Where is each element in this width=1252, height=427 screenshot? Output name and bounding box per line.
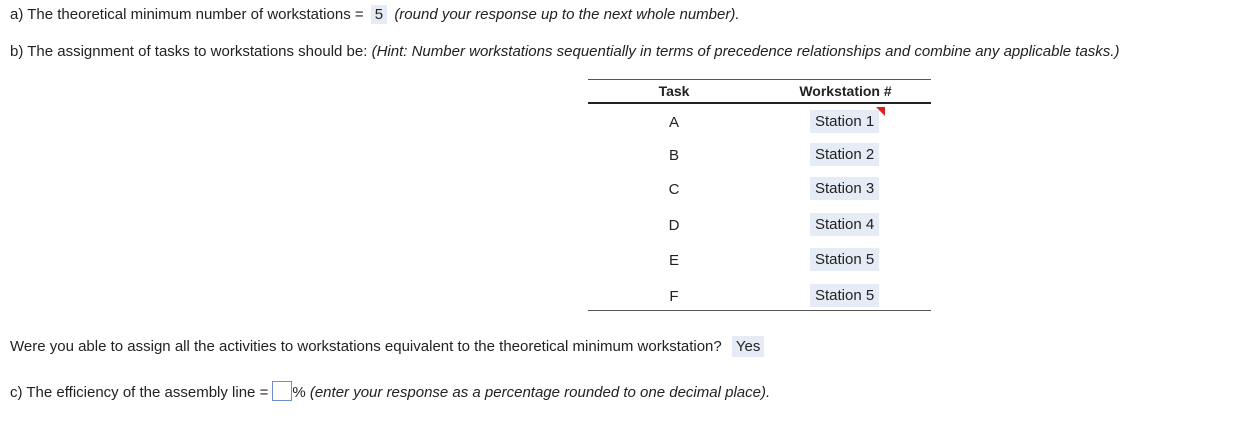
table-row (588, 284, 931, 308)
table-row (588, 213, 931, 237)
workstation-value: Station 2 (815, 146, 875, 163)
question-answer-dropdown[interactable]: Yes (732, 336, 764, 357)
workstation-dropdown[interactable] (810, 248, 879, 271)
table-header-row (588, 81, 931, 101)
header-workstation: Workstation # (799, 83, 892, 99)
table-bottom-border (588, 310, 931, 311)
workstation-value: Station 3 (815, 180, 875, 197)
workstation-value: Station 1 (815, 113, 875, 130)
table-row (588, 143, 931, 167)
question-line (10, 336, 767, 357)
part-a-prefix: a) The theoretical minimum number of workstations = (10, 6, 364, 23)
header-task: Task (658, 83, 690, 99)
percent-sign: % (292, 384, 306, 401)
workstation-value: Station 4 (815, 216, 875, 233)
table-header-divider (588, 102, 931, 104)
table-top-border (588, 79, 931, 80)
workstation-dropdown[interactable] (810, 284, 879, 307)
workstation-value: Station 5 (815, 287, 875, 304)
task-cell: C (668, 181, 680, 198)
task-cell: A (668, 114, 679, 131)
table-row (588, 110, 931, 134)
part-a-answer-box[interactable]: 5 (371, 5, 387, 24)
workstation-dropdown[interactable] (810, 213, 879, 236)
task-cell: B (668, 147, 679, 164)
part-b-prefix: b) The assignment of tasks to workstations should be: (10, 43, 368, 60)
question-text: Were you able to assign all the activities to workstations equivalent to the theoretical minimum workstation? (10, 338, 722, 355)
workstation-dropdown[interactable] (810, 177, 879, 200)
task-cell: F (669, 288, 679, 305)
workstation-value: Station 5 (815, 251, 875, 268)
part-b-hint: (Hint: Number workstations sequentially in terms of precedence relationships and combine any applicable tasks.) (371, 43, 1120, 60)
table-row (588, 248, 931, 272)
part-b-line (10, 43, 1119, 60)
table-row (588, 177, 931, 201)
efficiency-input[interactable] (272, 381, 292, 401)
workstation-dropdown[interactable] (810, 143, 879, 166)
workstation-dropdown[interactable] (810, 110, 879, 133)
task-cell: D (668, 217, 680, 234)
part-a-line (10, 5, 740, 24)
flag-icon (876, 107, 885, 116)
part-a-hint: (round your response up to the next whole number). (394, 6, 740, 23)
part-c-prefix: c) The efficiency of the assembly line = (10, 384, 269, 401)
part-c-line (10, 381, 770, 401)
part-c-hint: (enter your response as a percentage rounded to one decimal place). (309, 384, 771, 401)
task-cell: E (668, 252, 679, 269)
